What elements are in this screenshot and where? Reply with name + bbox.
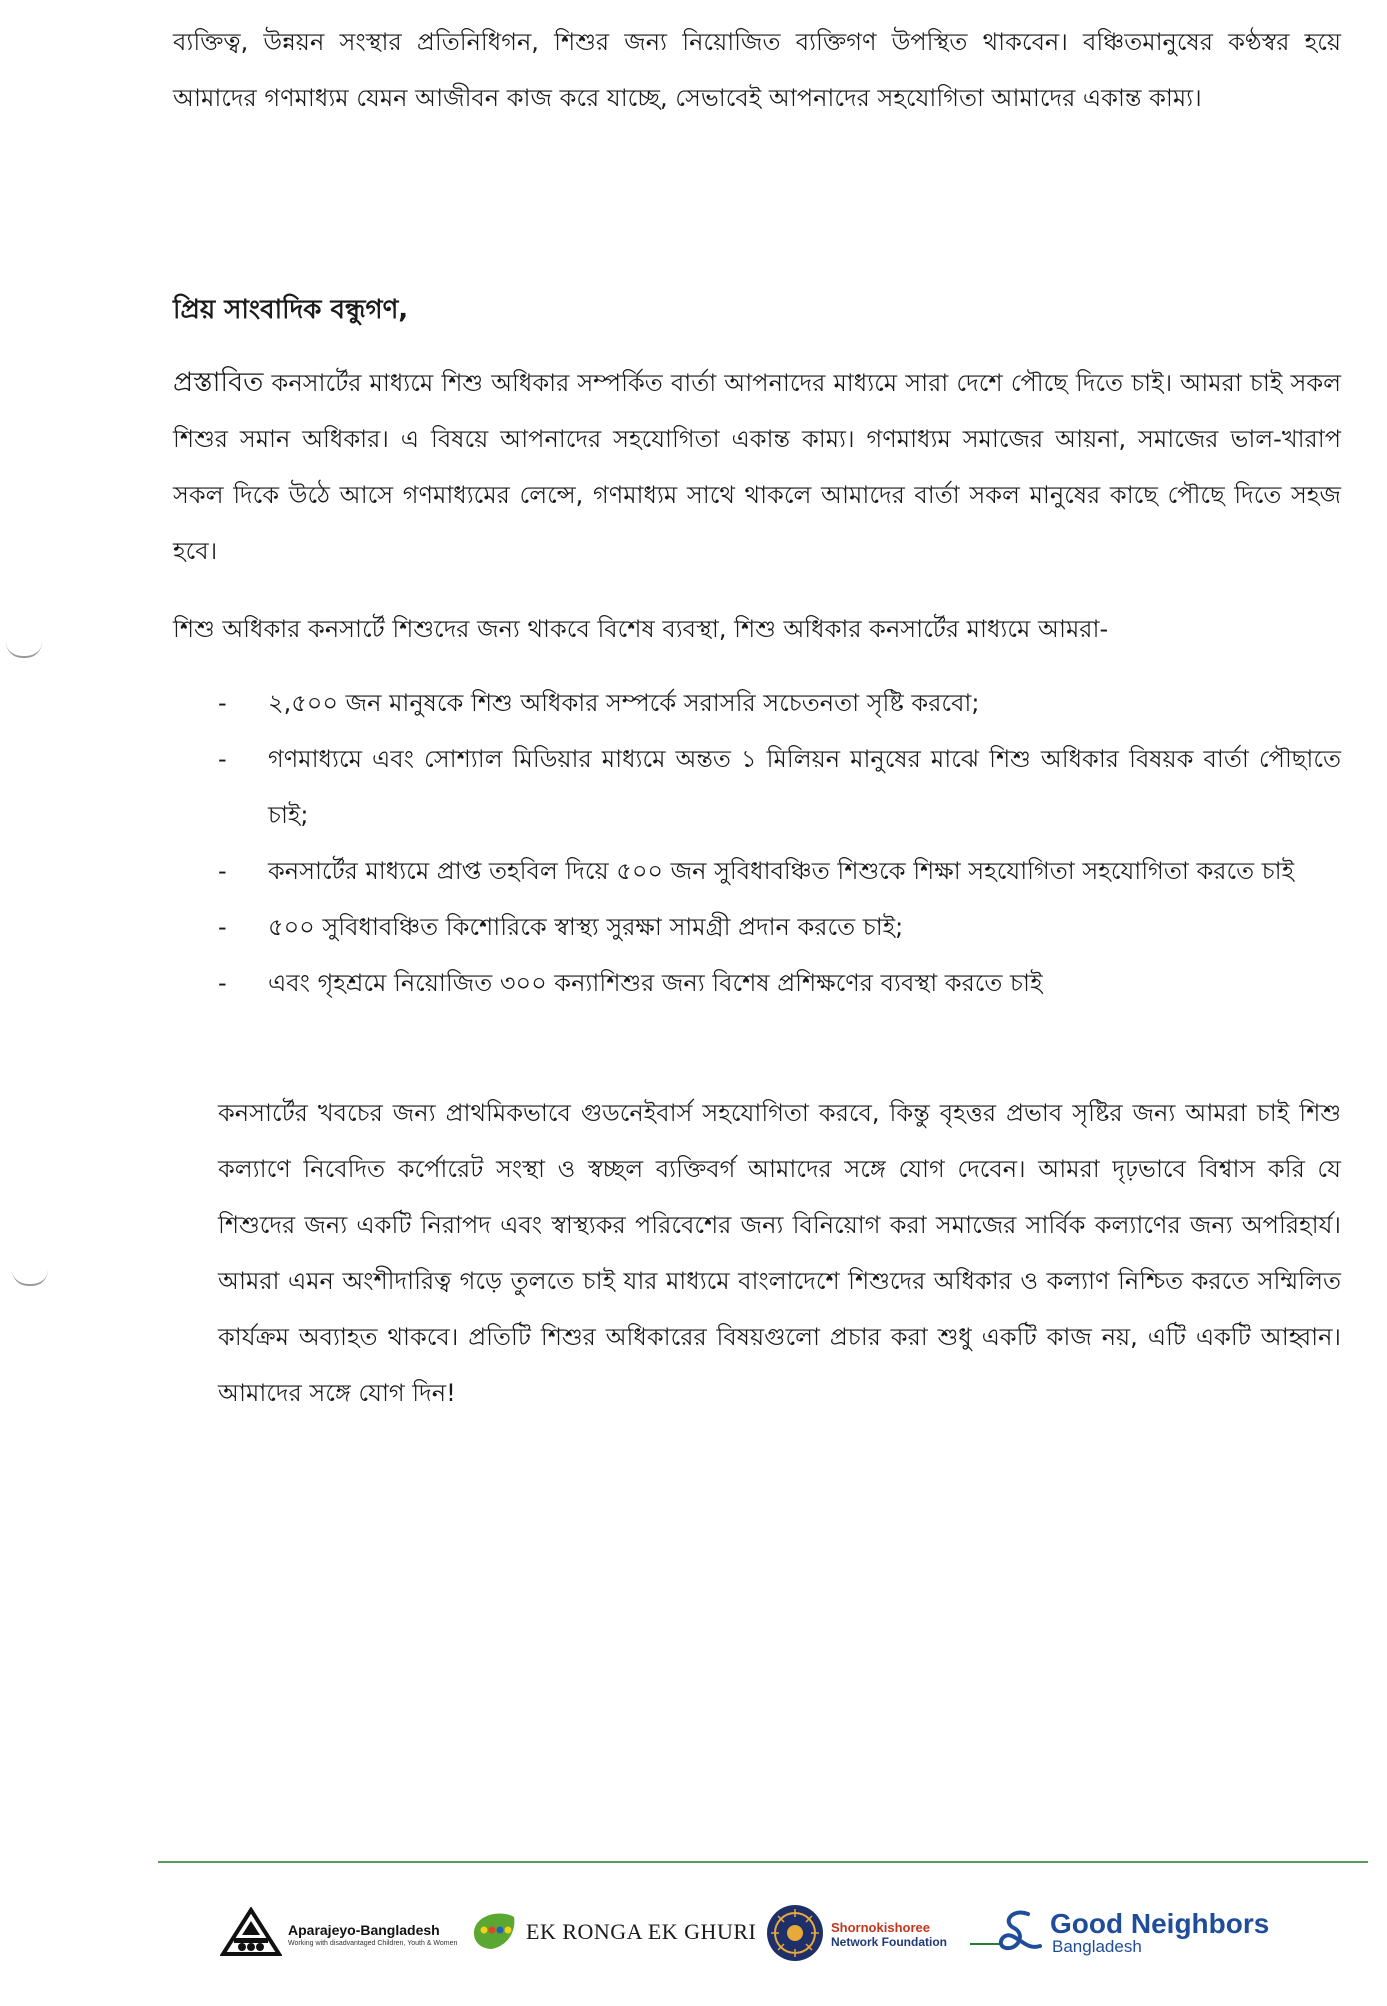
gn-swirl-icon (968, 1906, 1048, 1960)
punch-hole-mark (12, 1270, 48, 1286)
list-item (218, 899, 1341, 955)
list-item-text: গণমাধ্যমে এবং সোশ্যাল মিডিয়ার মাধ্যমে অন্তত ১ মিলিয়ন মানুষের মাঝে শিশু অধিকার বিষয়ক বার্তা পৌছাতে চাই; (268, 745, 1341, 829)
logo-aparajeyo (220, 1907, 457, 1961)
green-kite-icon (470, 1909, 518, 1955)
bullet-dash: - (218, 969, 227, 997)
list-item-text: এবং গৃহশ্রমে নিয়োজিত ৩০০ কন্যাশিশুর জন্য বিশেষ প্রশিক্ষণের ব্যবস্থা করতে চাই (268, 969, 1043, 997)
paragraph-funding-call: কনসার্টের খবচের জন্য প্রাথমিকভাবে গুডনেইবার্স সহযোগিতা করবে, কিন্তু বৃহত্তর প্রভাব সৃষ্টির জন্য আমরা চাই শিশু কল্যাণে নিবেদিত কর্পোরেট সংস্থা ও স্বচ্ছল ব্যক্তিবর্গ আমাদের সঙ্গে যোগ দেবেন। আমরা দৃঢ়ভাবে বিশ্বাস করি যে শিশুদের জন্য একটি নিরাপদ এবং স্বাস্থ্যকর পরিবেশের জন্য বিনিয়োগ করা সমাজের সার্বিক কল্যাণের জন্য অপরিহার্য। আমরা এমন অংশীদারিত্ব গড়ে তুলতে চাই যার মাধ্যমে বাংলাদেশে শিশুদের অধিকার ও কল্যাণ নিশ্চিত করতে সম্মিলিত কার্যক্রম অব্যাহত থাকবে। প্রতিটি শিশুর অধিকারের বিষয়গুলো প্রচার করা শুধু একটি কাজ নয়, এটি একটি আহ্বান। আমাদের সঙ্গে যোগ দিন! (218, 1099, 1341, 1407)
list-item-text: ২,৫০০ জন মানুষকে শিশু অধিকার সম্পর্কে সরাসরি সচেতনতা সৃষ্টি করবো; (268, 689, 980, 717)
logo-good-neighbors (968, 1906, 1269, 1960)
logo-name: Shornokishoree (831, 1920, 930, 1935)
paragraph-proposal-body: কনসার্টের মাধ্যমে শিশু অধিকার সম্পর্কিত বার্তা আপনাদের মাধ্যমে সারা দেশে পৌছে দিতে চাই। আমরা চাই সকল শিশুর সমান অধিকার। এ বিষয়ে আপনাদের সহযোগিতা একান্ত কাম্য। গণমাধ্যম সমাজের আয়না, সমাজের ভাল-খারাপ সকল দিকে উঠে আসে গণমাধ্যমের লেন্সে, গণমাধ্যম সাথে থাকলে আমাদের বার্তা সকল মানুষের কাছে পৌছে দিতে সহজ হবে। (173, 369, 1341, 565)
paragraph-lead-word: প্রস্তাবিত (173, 367, 264, 398)
list-item (218, 955, 1341, 1011)
house-figures-icon (220, 1907, 282, 1961)
goals-list (218, 675, 1341, 1011)
logo-tagline: Working with disadvantaged Children, Youth & Women (288, 1939, 458, 1947)
paragraph-arrangements: শিশু অধিকার কনসার্টে শিশুদের জন্য থাকবে বিশেষ ব্যবস্থা, শিশু অধিকার কনসার্টের মাধ্যমে আমরা- (173, 615, 1109, 643)
paragraph-proposal (173, 355, 1341, 579)
paragraph-intro-continuation: ব্যক্তিত্ব, উন্নয়ন সংস্থার প্রতিনিধিগন, শিশুর জন্য নিয়োজিত ব্যক্তিগণ উপস্থিত থাকবেন। বঞ্চিতমানুষের কণ্ঠস্বর হয়ে আমাদের গণমাধ্যম যেমন আজীবন কাজ করে যাচ্ছে, সেভাবেই আপনাদের সহযোগিতা আমাদের একান্ত কাম্য। (173, 28, 1341, 112)
logo-name: EK RONGA EK GHURI (526, 1919, 757, 1944)
bullet-dash: - (218, 689, 227, 717)
logo-ek-ronga (470, 1909, 756, 1955)
list-item (218, 843, 1341, 899)
logo-shornokishoree (765, 1903, 947, 1967)
list-item (218, 675, 1341, 731)
punch-hole-mark (6, 642, 42, 658)
bullet-dash: - (218, 745, 227, 773)
greeting-heading: প্রিয় সাংবাদিক বন্ধুগণ, (173, 295, 409, 325)
bullet-dash: - (218, 857, 227, 885)
logo-subtitle: Bangladesh (1052, 1937, 1142, 1956)
logo-name: Aparajeyo-Bangladesh (288, 1921, 440, 1938)
bullet-dash: - (218, 913, 227, 941)
list-item-text: কনসার্টের মাধ্যমে প্রাপ্ত তহবিল দিয়ে ৫০০ জন সুবিধাবঞ্চিত শিশুকে শিক্ষা সহযোগিতা সহযোগিতা করতে চাই (268, 857, 1295, 885)
footer-divider (158, 1861, 1368, 1863)
sun-emblem-icon (765, 1903, 825, 1967)
list-item (218, 731, 1341, 843)
list-item-text: ৫০০ সুবিধাবঞ্চিত কিশোরিকে স্বাস্থ্য সুরক্ষা সামগ্রী প্রদান করতে চাই; (268, 913, 904, 941)
logo-subtitle: Network Foundation (831, 1935, 947, 1949)
logo-name: Good Neighbors (1050, 1908, 1270, 1939)
